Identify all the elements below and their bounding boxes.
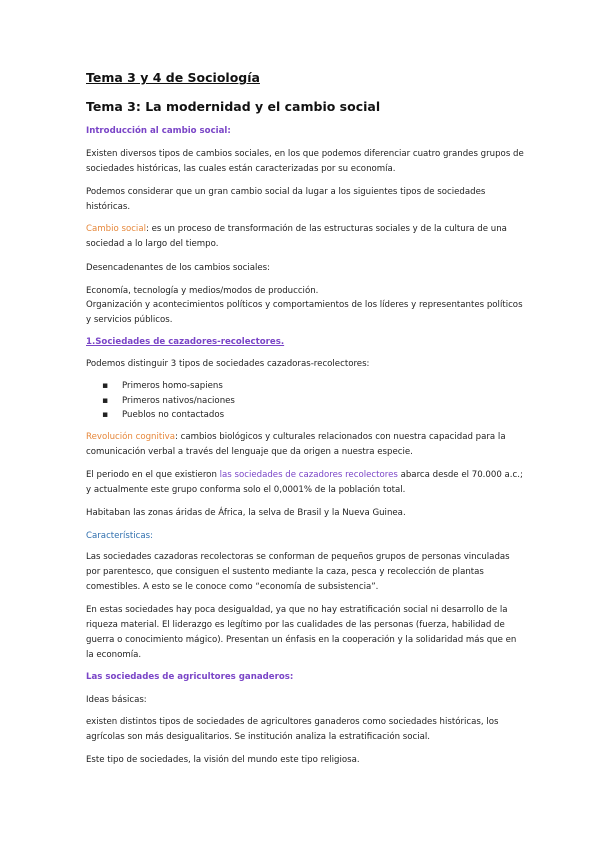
term-revolucion-cognitiva: Revolución cognitiva (86, 432, 175, 442)
paragraph-agricultores-1: existen distintos tipos de sociedades de agricultores ganaderos como sociedades históricas, los agrícolas son más desigualitarios. Se institución analiza la estratificación social. (86, 717, 499, 742)
intro-heading: Introducción al cambio social: (86, 126, 231, 136)
paragraph-habitaban: Habitaban las zonas áridas de África, la selva de Brasil y la Nueva Guinea. (86, 508, 406, 518)
definition-cambio-social (86, 222, 526, 252)
caracteristicas-heading: Características: (86, 531, 153, 541)
paragraph-periodo (86, 468, 526, 498)
paragraph-agricultores-2: Este tipo de sociedades, la visión del mundo este tipo religiosa. (86, 755, 360, 765)
paragraph-tipos-cambios: Existen diversos tipos de cambios sociales, en los que podemos diferenciar cuatro grandes grupos de sociedades históricas, las cuales están caracterizadas por su economía. (86, 149, 524, 174)
document-title: Tema 3 y 4 de Sociología (86, 70, 260, 85)
factor-organizacion: Organización y acontecimientos políticos y comportamientos de los líderes y representantes políticos y servicios públicos. (86, 300, 523, 325)
highlight-cazadores: las sociedades de cazadores recolectores (219, 470, 398, 480)
list-item: ▪ Primeros homo-sapiens (86, 379, 235, 394)
bullet-list (86, 379, 235, 423)
paragraph-tipos-cazadores: Podemos distinguir 3 tipos de sociedades cazadoras-recolectores: (86, 359, 370, 369)
term-cambio-social: Cambio social (86, 224, 146, 234)
list-item: ▪ Primeros nativos/naciones (86, 394, 235, 409)
definition-text: : es un proceso de transformación de las estructuras sociales y de la cultura de una sociedad a lo largo del tiempo. (86, 224, 507, 249)
paragraph-gran-cambio: Podemos considerar que un gran cambio social da lugar a los siguientes tipos de sociedades históricas. (86, 187, 486, 212)
definition-revolucion (86, 430, 526, 460)
agricultores-heading: Las sociedades de agricultores ganaderos: (86, 672, 294, 682)
definition-text: : cambios biológicos y culturales relacionados con nuestra capacidad para la comunicación verbal a través del lenguaje que da origen a nuestra especie. (86, 432, 506, 457)
ideas-basicas-label: Ideas básicas: (86, 695, 147, 705)
desencadenantes-label: Desencadenantes de los cambios sociales: (86, 263, 271, 273)
list-item: ▪ Pueblos no contactados (86, 408, 235, 423)
periodo-text-b: abarca desde el 70.000 a.c.; y actualmente este grupo conforma solo el 0,0001% de la población total. (86, 470, 523, 495)
section-heading-cazadores: 1.Sociedades de cazadores-recolectores. (86, 337, 285, 347)
paragraph-caracteristicas-1: Las sociedades cazadoras recolectoras se conforman de pequeños grupos de personas vinculadas por parentesco, que consiguen el sustento mediante la caza, pesca y recolección de plantas comestibles. A esto se le conoce como “economía de subsistencia”. (86, 552, 510, 592)
paragraph-caracteristicas-2: En estas sociedades hay poca desigualdad, ya que no hay estratificación social ni desarrollo de la riqueza material. El liderazgo es legítimo por las cualidades de las personas (fuerza, habilidad de guerra o conocimiento mágico). Presentan un énfasis en la cooperación y la solidaridad más que en la economía. (86, 605, 517, 660)
section-title: Tema 3: La modernidad y el cambio social (86, 99, 381, 114)
factor-economia: Economía, tecnología y medios/modos de producción. (86, 286, 319, 296)
periodo-text-a: El periodo en el que existieron (86, 470, 220, 480)
